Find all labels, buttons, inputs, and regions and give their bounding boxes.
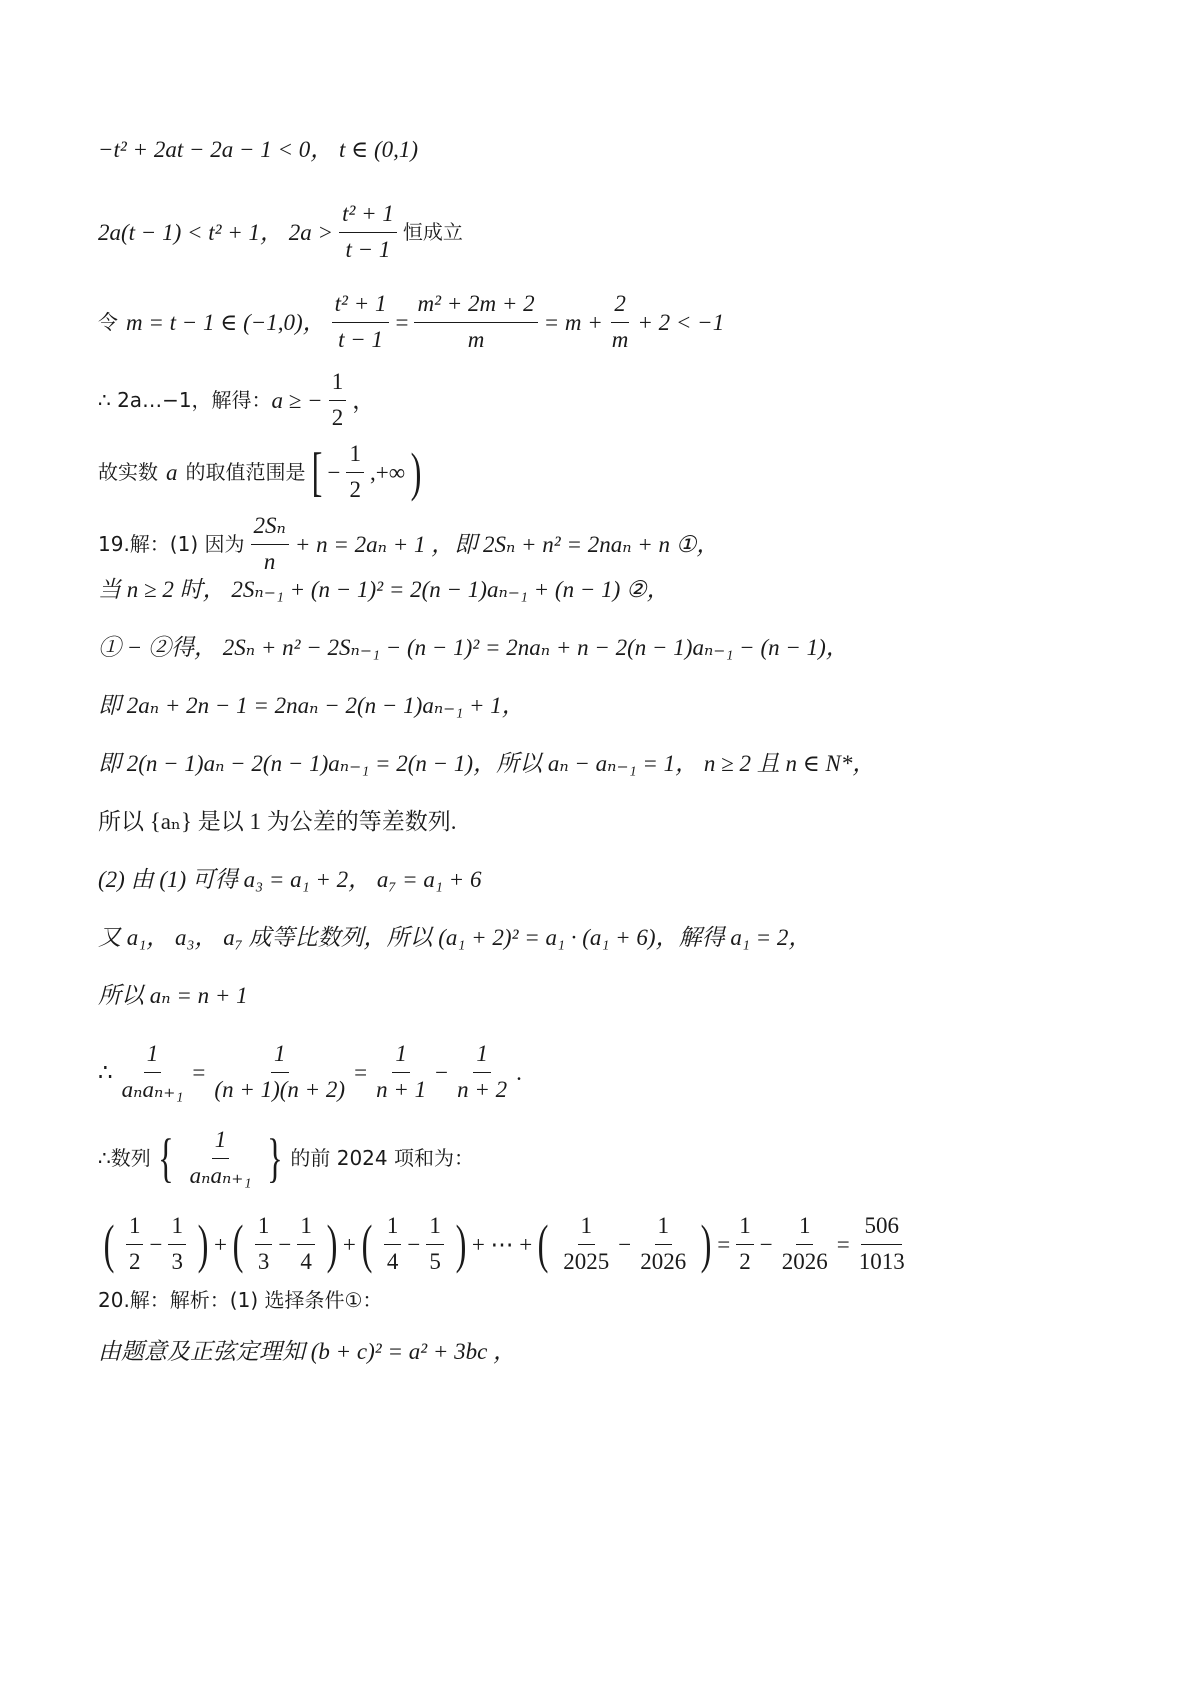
equation-text: 所以 aₙ = n + 1	[98, 983, 248, 1008]
fraction	[126, 1212, 144, 1277]
fraction	[329, 368, 347, 433]
numerator: t² + 1	[332, 290, 390, 323]
range-label: 故实数	[98, 460, 158, 485]
fraction	[736, 1212, 754, 1277]
line-inequality	[98, 138, 418, 161]
q20-line-b	[98, 1340, 516, 1363]
denominator: n	[263, 548, 276, 574]
q19-line-c	[98, 578, 670, 601]
question-heading: 20.解：解析：(1) 选择条件①：	[98, 1288, 383, 1312]
numerator: 1	[297, 1212, 315, 1245]
q20-intro	[98, 1290, 382, 1310]
sequence-text: ∴数列	[98, 1146, 151, 1171]
equation-text: ① − ②得， 2Sₙ + n² − 2Sₙ₋₁ − (n − 1)² = 2naₙ + n − 2(n − 1)aₙ₋₁ − (n − 1)，	[98, 635, 849, 660]
numerator: 1	[384, 1212, 402, 1245]
denominator: m	[611, 326, 629, 352]
fraction	[426, 1212, 444, 1277]
q19-line-f	[98, 752, 875, 775]
denominator: 3	[171, 1248, 183, 1274]
comma: ，	[352, 387, 376, 413]
range-label: 的取值范围是	[185, 460, 306, 485]
numerator: 1	[392, 1040, 410, 1073]
fraction	[119, 1040, 187, 1105]
fraction	[609, 290, 632, 355]
q19-line-d	[98, 636, 849, 659]
expr-text: + 2 < −1	[637, 309, 725, 335]
let-text: 令	[98, 310, 118, 335]
fraction	[168, 1212, 186, 1277]
q19-line-e	[98, 694, 525, 717]
numerator: t² + 1	[339, 200, 397, 233]
fraction	[255, 1212, 273, 1277]
line-range: 故实数 a 的取值范围是 [ − $\frac{1}{2}$ ,+∞ )	[98, 440, 427, 505]
fraction	[637, 1212, 689, 1277]
fraction	[373, 1040, 429, 1105]
ellipsis: + ⋯ +	[471, 1231, 533, 1257]
equation-text: 由题意及正弦定理知 (b + c)² = a² + 3bc ，	[98, 1339, 517, 1364]
fraction	[560, 1212, 612, 1277]
fraction	[346, 440, 364, 505]
denominator: 2	[331, 404, 344, 430]
numerator: 1	[144, 1040, 162, 1073]
fraction	[211, 1040, 348, 1105]
denominator: (n + 1)(n + 2)	[214, 1076, 346, 1102]
numerator: 1	[126, 1212, 144, 1245]
fraction	[454, 1040, 510, 1105]
denominator: aₙaₙ₊₁	[121, 1076, 184, 1102]
equation-text: + n = 2aₙ + 1 ，即 2Sₙ + n² = 2naₙ + n ①，	[294, 531, 720, 557]
q19-line-h	[98, 868, 481, 891]
substitution-text: m = t − 1 ∈ (−1,0)，	[126, 309, 326, 335]
range-end: ,+∞	[369, 459, 406, 485]
q19-line-j	[98, 984, 248, 1007]
denominator: m	[467, 326, 485, 352]
fraction	[339, 200, 397, 265]
operator: =	[192, 1059, 206, 1085]
condition-text: 2a(t − 1) < t² + 1， 2a >	[98, 219, 334, 245]
fraction	[297, 1212, 315, 1277]
q19-sum: ( $\frac{1}{2}$ − $\frac{1}{3}$ ) + ( $\frac{1}{3}$ − $\frac{1}{4}$ ) + ( $\frac{1}{4}$ − $\frac{1}{5}$ ) + ⋯ + ( $\frac{1}{2025}$ − $\frac{1}{2026}$ ) = $\frac{1}{2}$ − $\frac{1}{2026}$ = $\frac{506}{1013}$	[98, 1212, 914, 1277]
line-2a-condition	[98, 200, 463, 265]
numerator: 2	[611, 290, 629, 323]
denominator: 5	[429, 1248, 441, 1274]
q19-sequence-label: ∴数列 { $\frac{1}{\text{aₙaₙ₊₁}}$ } 的前 2024 项和为：	[98, 1126, 474, 1191]
numerator: 1	[168, 1212, 186, 1245]
numerator: 1	[736, 1212, 754, 1245]
denominator: t − 1	[338, 326, 384, 352]
denominator: n + 1	[376, 1076, 427, 1102]
equation-text: 当 n ≥ 2 时， 2Sₙ₋₁ + (n − 1)² = 2(n − 1)aₙ₋₁ + (n − 1) ②，	[98, 577, 670, 602]
denominator: 2026	[640, 1248, 687, 1274]
numerator: m² + 2m + 2	[414, 290, 537, 323]
sum-label: 的前 2024 项和为：	[290, 1146, 474, 1171]
operator: −	[435, 1059, 449, 1085]
denominator: 2025	[563, 1248, 610, 1274]
operator: =	[354, 1059, 368, 1085]
denominator: aₙaₙ₊₁	[189, 1162, 252, 1188]
numerator: 1	[212, 1126, 230, 1159]
denominator: n + 2	[457, 1076, 508, 1102]
denominator: 4	[300, 1248, 312, 1274]
denominator: t − 1	[345, 236, 391, 262]
equation-text: 即 2(n − 1)aₙ − 2(n − 1)aₙ₋₁ = 2(n − 1)，所以 aₙ − aₙ₋₁ = 1， n ≥ 2 且 n ∈ N*，	[98, 751, 876, 776]
q19-line-g	[98, 810, 457, 833]
q19-line-i	[98, 926, 811, 949]
variable-a: a	[166, 459, 178, 485]
period: .	[516, 1059, 522, 1085]
inequality-text: −t² + 2at − 2a − 1 < 0， t ∈ (0,1)	[98, 137, 419, 162]
numerator: 2Sₙ	[251, 512, 289, 545]
denominator: 4	[386, 1248, 399, 1274]
fraction	[856, 1212, 908, 1277]
question-heading: 19.解：(1) 因为	[98, 532, 245, 557]
conclusion-text: 所以 {aₙ} 是以 1 为公差的等差数列.	[98, 809, 457, 834]
numerator: 1	[578, 1212, 596, 1245]
numerator: 1	[655, 1212, 673, 1245]
always-holds-text: 恒成立	[402, 220, 463, 245]
denominator: 2	[739, 1248, 751, 1274]
q19-intro	[98, 512, 719, 577]
line-solve-a	[98, 368, 375, 433]
numerator: 1	[329, 368, 347, 401]
denominator: 2026	[781, 1248, 828, 1274]
numerator: 1	[426, 1212, 444, 1245]
fraction	[779, 1212, 831, 1277]
equation-text: 又 a₁， a₃， a₇ 成等比数列，所以 (a₁ + 2)² = a₁ · (a₁ + 6)，解得 a₁ = 2，	[98, 925, 812, 950]
expr-text: = m +	[543, 309, 603, 335]
denominator: 2	[128, 1248, 141, 1274]
denominator: 2	[349, 476, 361, 502]
numerator: 1	[796, 1212, 814, 1245]
fraction	[414, 290, 537, 355]
equation-text: 即 2aₙ + 2n − 1 = 2naₙ − 2(n − 1)aₙ₋₁ + 1，	[98, 693, 525, 718]
numerator: 1	[473, 1040, 491, 1073]
numerator: 1	[255, 1212, 273, 1245]
line-substitution: 令 m = t − 1 ∈ (−1,0)， $\frac{\text{t² + 1}}{t - 1}$ = $\frac{\text{m² + 2m + 2}}{m}$ = m + $\frac{2}{m}$ + 2 < −1	[98, 290, 724, 355]
numerator: 1	[346, 440, 364, 473]
q19-telescope	[98, 1040, 522, 1105]
equation-text: (2) 由 (1) 可得 a₃ = a₁ + 2， a₇ = a₁ + 6	[98, 867, 482, 892]
fraction	[187, 1126, 255, 1191]
fraction	[384, 1212, 402, 1277]
numerator: 506	[861, 1212, 902, 1245]
fraction	[251, 512, 289, 577]
therefore-symbol: ∴	[98, 1059, 113, 1085]
numerator: 1	[271, 1040, 289, 1073]
fraction	[332, 290, 390, 355]
denominator: 1013	[858, 1248, 905, 1274]
result-text: a ≥ −	[271, 387, 323, 413]
solve-text: ∴ 2a…−1，解得：	[98, 388, 272, 413]
denominator: 3	[257, 1248, 270, 1274]
